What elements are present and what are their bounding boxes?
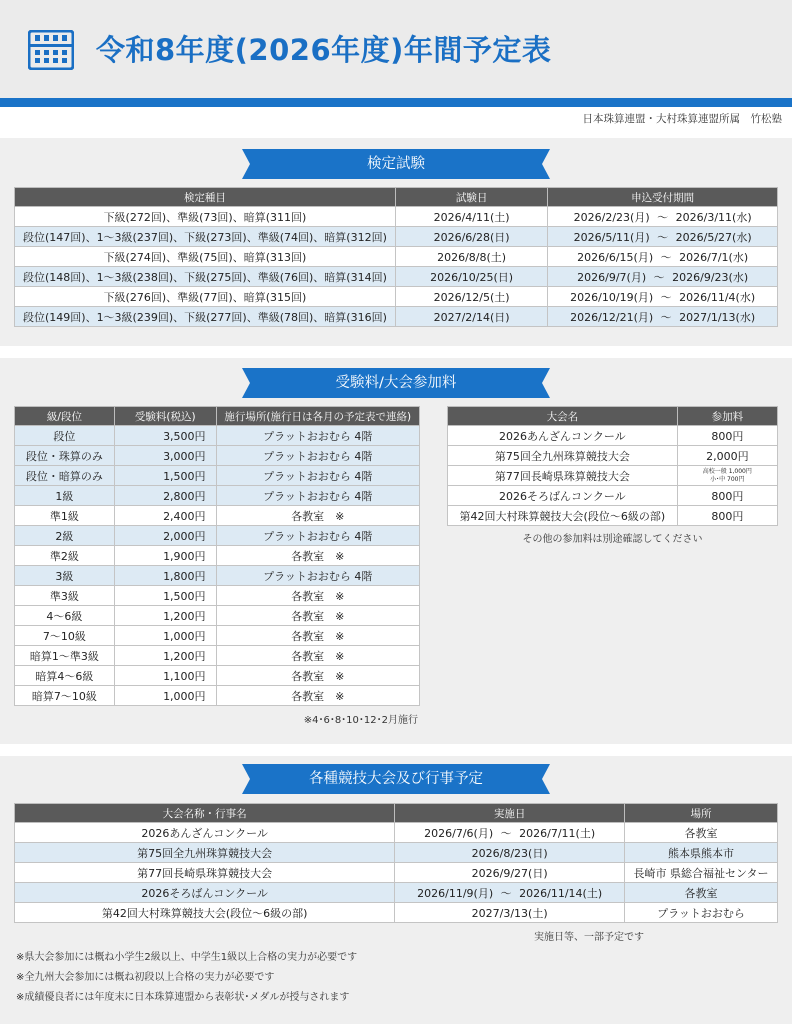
page-title: 令和8年度(2026年度)年間予定表 bbox=[96, 33, 552, 67]
table-row bbox=[15, 903, 778, 923]
table-row bbox=[15, 426, 420, 446]
fee-grade: 段位・珠算のみ bbox=[15, 446, 115, 466]
event-date bbox=[395, 883, 625, 903]
exam-date: 2026/10/25(日) bbox=[395, 267, 547, 287]
exam-period bbox=[548, 207, 778, 227]
events-note: 実施日等、一部予定です bbox=[534, 932, 644, 943]
table-row bbox=[15, 486, 420, 506]
fee-amount: 1,200円 bbox=[114, 646, 216, 666]
exam-table bbox=[14, 187, 778, 327]
table-row bbox=[15, 646, 420, 666]
exam-date: 2026/6/28(日) bbox=[395, 227, 547, 247]
exam-date: 2026/4/11(土) bbox=[395, 207, 547, 227]
exam-date: 2026/12/5(土) bbox=[395, 287, 547, 307]
table-row bbox=[15, 863, 778, 883]
period-end: 2026/7/11(土) bbox=[519, 826, 596, 840]
fee-amount: 1,500円 bbox=[114, 586, 216, 606]
fee-place: プラットおおむら 4階 bbox=[216, 446, 419, 466]
event-name: 第42回大村珠算競技大会(段位～6級の部) bbox=[15, 903, 395, 923]
exam-header-period: 申込受付期間 bbox=[548, 188, 778, 207]
fee-grade: 3級 bbox=[15, 566, 115, 586]
contest-name: 第42回大村珠算競技大会(段位～6級の部) bbox=[448, 506, 678, 526]
contest-name: 2026あんざんコンクール bbox=[448, 426, 678, 446]
footnote: ※全九州大会参加には概ね初段以上合格の実力が必要です bbox=[16, 972, 275, 983]
exam-subject: 下級(274回)、準級(75回)、暗算(313回) bbox=[15, 247, 396, 267]
exam-period bbox=[548, 247, 778, 267]
footnote: ※成績優良者には年度末に日本珠算連盟から表彰状･メダルが授与されます bbox=[16, 992, 350, 1003]
table-row bbox=[15, 526, 420, 546]
table-row bbox=[448, 486, 778, 506]
period-start: 2026/6/15(月) bbox=[577, 250, 654, 264]
events-header-place: 場所 bbox=[625, 804, 778, 823]
fee-place: 各教室 ※ bbox=[216, 546, 419, 566]
table-row bbox=[448, 446, 778, 466]
events-header-date: 実施日 bbox=[395, 804, 625, 823]
table-row bbox=[15, 227, 778, 247]
table-row bbox=[15, 626, 420, 646]
contest-fee-line: 高校一般 1,000円 bbox=[702, 467, 752, 475]
table-row bbox=[15, 307, 778, 327]
period-end: 2026/3/11(水) bbox=[675, 210, 752, 224]
period-end: 2027/1/13(水) bbox=[679, 310, 756, 324]
table-row bbox=[15, 843, 778, 863]
contest-fee bbox=[677, 466, 777, 486]
fee-amount: 1,000円 bbox=[114, 626, 216, 646]
fee-grade: 準1級 bbox=[15, 506, 115, 526]
fee-place: プラットおおむら 4階 bbox=[216, 526, 419, 546]
fee-amount: 1,900円 bbox=[114, 546, 216, 566]
fee-place: 各教室 ※ bbox=[216, 606, 419, 626]
table-row bbox=[15, 546, 420, 566]
contest-fee: 800円 bbox=[677, 486, 777, 506]
contest-fee-note: その他の参加料は別途確認してください bbox=[522, 534, 703, 545]
table-row bbox=[15, 686, 420, 706]
period-separator: ～ bbox=[660, 310, 672, 324]
fee-place: プラットおおむら 4階 bbox=[216, 426, 419, 446]
fee-grade: 暗算7～10級 bbox=[15, 686, 115, 706]
period-end: 2026/5/27(水) bbox=[675, 230, 752, 244]
exam-period bbox=[548, 287, 778, 307]
exam-subject: 段位(149回)、1～3級(239回)、下級(277回)、準級(78回)、暗算(316回) bbox=[15, 307, 396, 327]
fee-place: 各教室 ※ bbox=[216, 646, 419, 666]
fee-header-place: 施行場所(施行日は各月の予定表で連絡) bbox=[216, 407, 419, 426]
period-end: 2026/11/14(土) bbox=[519, 886, 603, 900]
event-place: プラットおおむら bbox=[625, 903, 778, 923]
event-date bbox=[395, 823, 625, 843]
exam-section-ribbon bbox=[242, 149, 550, 179]
event-date: 2026/8/23(日) bbox=[395, 843, 625, 863]
exam-header-subject: 検定種目 bbox=[15, 188, 396, 207]
exam-section-title: 検定試験 bbox=[367, 156, 425, 172]
fee-place: プラットおおむら 4階 bbox=[216, 486, 419, 506]
contest-fee-table bbox=[447, 406, 778, 526]
table-row bbox=[448, 506, 778, 526]
table-row bbox=[15, 823, 778, 843]
period-separator: ～ bbox=[657, 230, 669, 244]
contest-name: 第75回全九州珠算競技大会 bbox=[448, 446, 678, 466]
period-start: 2026/2/23(月) bbox=[573, 210, 650, 224]
fee-place: プラットおおむら 4階 bbox=[216, 566, 419, 586]
event-place: 各教室 bbox=[625, 883, 778, 903]
table-row bbox=[15, 586, 420, 606]
period-end: 2026/9/23(水) bbox=[672, 270, 749, 284]
event-name: 2026そろばんコンクール bbox=[15, 883, 395, 903]
period-end: 2026/11/4(水) bbox=[679, 290, 756, 304]
fee-amount: 2,000円 bbox=[114, 526, 216, 546]
contest-name: 第77回長崎県珠算競技大会 bbox=[448, 466, 678, 486]
period-separator: ～ bbox=[660, 290, 672, 304]
fee-grade: 1級 bbox=[15, 486, 115, 506]
period-start: 2026/12/21(月) bbox=[570, 310, 654, 324]
fee-place: 各教室 ※ bbox=[216, 506, 419, 526]
contest-header-fee: 参加料 bbox=[677, 407, 777, 426]
period-separator: ～ bbox=[660, 250, 672, 264]
events-section-title: 各種競技大会及び行事予定 bbox=[309, 771, 483, 787]
event-date: 2027/3/13(土) bbox=[395, 903, 625, 923]
fee-grade: 2級 bbox=[15, 526, 115, 546]
period-end: 2026/7/1(水) bbox=[679, 250, 749, 264]
event-place: 熊本県熊本市 bbox=[625, 843, 778, 863]
contest-fee: 800円 bbox=[677, 506, 777, 526]
exam-period bbox=[548, 227, 778, 247]
fee-header-amount: 受験料(税込) bbox=[114, 407, 216, 426]
exam-header-date: 試験日 bbox=[395, 188, 547, 207]
fee-grade: 暗算4～6級 bbox=[15, 666, 115, 686]
contest-header-name: 大会名 bbox=[448, 407, 678, 426]
header-accent-bar bbox=[0, 98, 792, 107]
period-separator: ～ bbox=[500, 886, 512, 900]
period-separator: ～ bbox=[657, 210, 669, 224]
events-table bbox=[14, 803, 778, 923]
table-row bbox=[15, 606, 420, 626]
fee-place: 各教室 ※ bbox=[216, 686, 419, 706]
fees-section-title: 受験料/大会参加料 bbox=[335, 375, 457, 391]
fee-schedule-note: ※4･6･8･10･12･2月施行 bbox=[303, 715, 418, 726]
table-row bbox=[448, 426, 778, 446]
period-separator: ～ bbox=[500, 826, 512, 840]
fee-grade: 準2級 bbox=[15, 546, 115, 566]
footnote: ※県大会参加には概ね小学生2級以上、中学生1級以上合格の実力が必要です bbox=[16, 952, 358, 963]
events-header-name: 大会名称・行事名 bbox=[15, 804, 395, 823]
fee-grade: 7～10級 bbox=[15, 626, 115, 646]
table-row bbox=[448, 466, 778, 486]
exam-subject: 段位(147回)、1～3級(237回)、下級(273回)、準級(74回)、暗算(312回) bbox=[15, 227, 396, 247]
table-row bbox=[15, 247, 778, 267]
exam-subject: 段位(148回)、1～3級(238回)、下級(275回)、準級(76回)、暗算(314回) bbox=[15, 267, 396, 287]
fee-amount: 2,400円 bbox=[114, 506, 216, 526]
fee-grade: 段位 bbox=[15, 426, 115, 446]
exam-date: 2027/2/14(日) bbox=[395, 307, 547, 327]
period-start: 2026/11/9(月) bbox=[417, 886, 494, 900]
exam-subject: 下級(272回)、準級(73回)、暗算(311回) bbox=[15, 207, 396, 227]
fee-place: プラットおおむら 4階 bbox=[216, 466, 419, 486]
period-separator: ～ bbox=[653, 270, 665, 284]
period-start: 2026/7/6(月) bbox=[424, 826, 494, 840]
period-start: 2026/9/7(月) bbox=[577, 270, 647, 284]
fee-amount: 3,000円 bbox=[114, 446, 216, 466]
fee-header-grade: 級/段位 bbox=[15, 407, 115, 426]
table-row bbox=[15, 666, 420, 686]
events-section-ribbon bbox=[242, 764, 550, 794]
event-name: 第77回長崎県珠算競技大会 bbox=[15, 863, 395, 883]
table-row bbox=[15, 207, 778, 227]
contest-fee: 800円 bbox=[677, 426, 777, 446]
fee-amount: 1,500円 bbox=[114, 466, 216, 486]
fee-place: 各教室 ※ bbox=[216, 626, 419, 646]
fee-place: 各教室 ※ bbox=[216, 666, 419, 686]
fee-grade: 4～6級 bbox=[15, 606, 115, 626]
abacus-icon bbox=[28, 30, 74, 70]
exam-period bbox=[548, 307, 778, 327]
table-row bbox=[15, 466, 420, 486]
exam-subject: 下級(276回)、準級(77回)、暗算(315回) bbox=[15, 287, 396, 307]
period-start: 2026/5/11(月) bbox=[573, 230, 650, 244]
event-place: 各教室 bbox=[625, 823, 778, 843]
fee-amount: 3,500円 bbox=[114, 426, 216, 446]
fee-grade: 段位・暗算のみ bbox=[15, 466, 115, 486]
exam-date: 2026/8/8(土) bbox=[395, 247, 547, 267]
event-date: 2026/9/27(日) bbox=[395, 863, 625, 883]
period-start: 2026/10/19(月) bbox=[570, 290, 654, 304]
table-row bbox=[15, 566, 420, 586]
organization-name: 日本珠算連盟・大村珠算連盟所属 竹松塾 bbox=[582, 113, 782, 125]
fee-grade: 準3級 bbox=[15, 586, 115, 606]
table-row bbox=[15, 446, 420, 466]
fee-amount: 1,100円 bbox=[114, 666, 216, 686]
exam-period bbox=[548, 267, 778, 287]
table-row bbox=[15, 267, 778, 287]
contest-fee-line: 小･中 700円 bbox=[710, 475, 745, 483]
fee-amount: 2,800円 bbox=[114, 486, 216, 506]
fees-section-ribbon bbox=[242, 368, 550, 398]
contest-name: 2026そろばんコンクール bbox=[448, 486, 678, 506]
fee-amount: 1,200円 bbox=[114, 606, 216, 626]
table-row bbox=[15, 506, 420, 526]
event-place: 長崎市 県総合福祉センター bbox=[625, 863, 778, 883]
fee-grade: 暗算1～準3級 bbox=[15, 646, 115, 666]
fee-table bbox=[14, 406, 420, 706]
event-name: 第75回全九州珠算競技大会 bbox=[15, 843, 395, 863]
contest-fee: 2,000円 bbox=[677, 446, 777, 466]
fee-amount: 1,800円 bbox=[114, 566, 216, 586]
table-row bbox=[15, 883, 778, 903]
fee-amount: 1,000円 bbox=[114, 686, 216, 706]
event-name: 2026あんざんコンクール bbox=[15, 823, 395, 843]
table-row bbox=[15, 287, 778, 307]
fee-place: 各教室 ※ bbox=[216, 586, 419, 606]
